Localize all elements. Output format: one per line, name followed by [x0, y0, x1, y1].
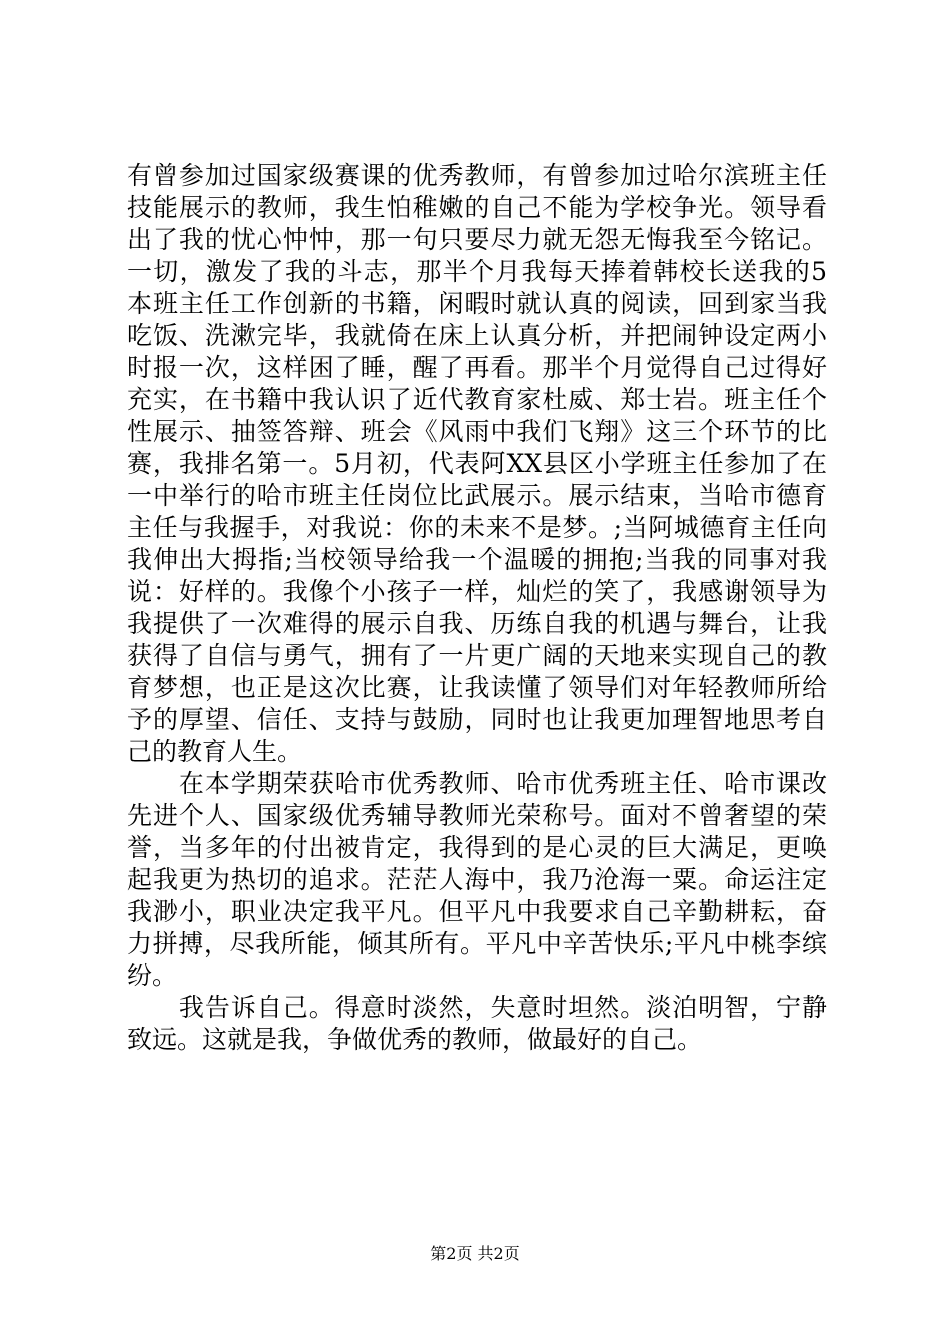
text-line: 我告诉自己。得意时淡然，失意时坦然。淡泊明智，宁静	[127, 993, 827, 1022]
text-line: 获得了自信与勇气，拥有了一片更广阔的天地来实现自己的教	[127, 641, 827, 670]
text-line: 我伸出大拇指;当校领导给我一个温暖的拥抱;当我的同事对我	[127, 545, 827, 574]
text-line: 说：好样的。我像个小孩子一样，灿烂的笑了，我感谢领导为	[127, 577, 827, 606]
text-line: 出了我的忧心忡忡，那一句只要尽力就无怨无悔我至今铭记。	[127, 225, 827, 254]
text-line: 吃饭、洗漱完毕，我就倚在床上认真分析，并把闹钟设定两小	[127, 321, 827, 350]
text-line: 赛，我排名第一。5月初，代表阿XX县区小学班主任参加了在	[127, 449, 827, 478]
text-line: 誉，当多年的付出被肯定，我得到的是心灵的巨大满足，更唤	[127, 833, 827, 862]
text-line: 一中举行的哈市班主任岗位比武展示。展示结束，当哈市德育	[127, 481, 827, 510]
text-line: 我提供了一次难得的展示自我、历练自我的机遇与舞台，让我	[127, 609, 827, 638]
text-line: 充实，在书籍中我认识了近代教育家杜威、郑士岩。班主任个	[127, 385, 827, 414]
text-line: 技能展示的教师，我生怕稚嫩的自己不能为学校争光。领导看	[127, 193, 827, 222]
text-line: 主任与我握手，对我说：你的未来不是梦。;当阿城德育主任向	[127, 513, 827, 542]
text-line: 一切，激发了我的斗志，那半个月我每天捧着韩校长送我的5	[127, 257, 827, 286]
page-footer	[0, 1244, 950, 1264]
text-line: 先进个人、国家级优秀辅导教师光荣称号。面对不曾奢望的荣	[127, 801, 827, 830]
text-line: 我渺小，职业决定我平凡。但平凡中我要求自己辛勤耕耘，奋	[127, 897, 827, 926]
text-line: 时报一次，这样困了睡，醒了再看。那半个月觉得自己过得好	[127, 353, 827, 382]
text-line: 本班主任工作创新的书籍，闲暇时就认真的阅读，回到家当我	[127, 289, 827, 318]
paragraph-end-line: 己的教育人生。	[127, 737, 303, 766]
page-number-label: 第2页 共2页	[430, 1244, 520, 1263]
text-line: 在本学期荣获哈市优秀教师、哈市优秀班主任、哈市课改	[127, 769, 827, 798]
text-line: 力拼搏，尽我所能，倾其所有。平凡中辛苦快乐;平凡中桃李缤	[127, 929, 827, 958]
text-line: 性展示、抽签答辩、班会《风雨中我们飞翔》这三个环节的比	[127, 417, 827, 446]
text-line: 起我更为热切的追求。茫茫人海中，我乃沧海一粟。命运注定	[127, 865, 827, 894]
paragraph-end-line: 纷。	[127, 961, 178, 990]
document-body	[127, 160, 827, 1056]
text-line: 育梦想，也正是这次比赛，让我读懂了领导们对年轻教师所给	[127, 673, 827, 702]
text-line: 有曾参加过国家级赛课的优秀教师，有曾参加过哈尔滨班主任	[127, 161, 827, 190]
text-line: 予的厚望、信任、支持与鼓励，同时也让我更加理智地思考自	[127, 705, 827, 734]
paragraph-end-line: 致远。这就是我，争做优秀的教师，做最好的自己。	[127, 1025, 703, 1054]
